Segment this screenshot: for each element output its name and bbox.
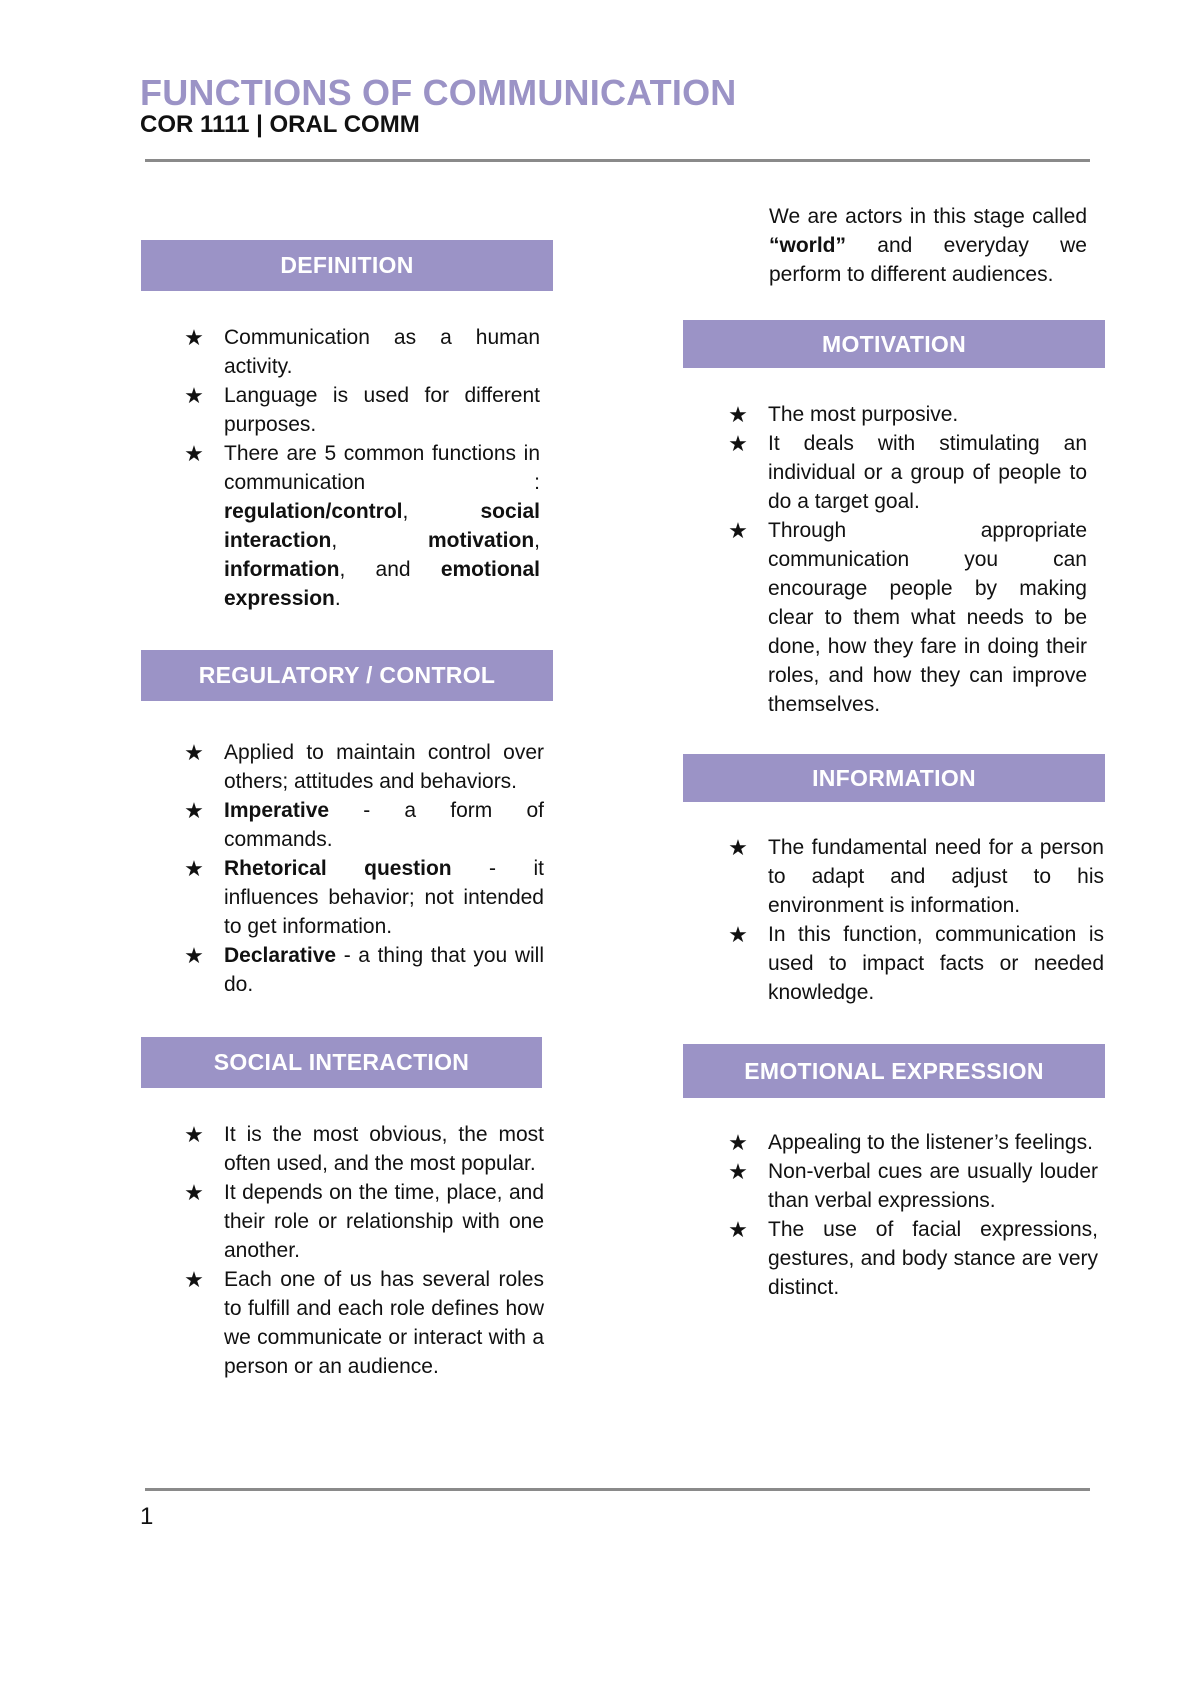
page-title: FUNCTIONS OF COMMUNICATION <box>140 72 737 113</box>
emotional-expression-list <box>724 1128 1098 1302</box>
section-heading-emotional-expression <box>683 1044 1105 1098</box>
list-item: ★ Rhetorical question - it influences behavior; not intended to get information. <box>180 854 544 941</box>
list-item: ★ In this function, communication is used to impact facts or needed knowledge. <box>724 920 1104 1007</box>
list-item: ★ Language is used for different purposes. <box>180 381 540 439</box>
star-icon: ★ <box>184 441 204 466</box>
list-item: ★ There are 5 common functions in communication : regulation/control, social interaction, motivation, information, and emotional expression. <box>180 439 540 613</box>
list-item: ★ It is the most obvious, the most often used, and the most popular. <box>180 1120 544 1178</box>
list-item: ★ Through appropriate communication you can encourage people by making clear to them what needs to be done, how they fare in doing their roles, and how they can improve themselves. <box>724 516 1087 719</box>
social-interaction-continued: We are actors in this stage called “world” and everyday we perform to different audiences. <box>769 205 1087 286</box>
star-icon: ★ <box>184 325 204 350</box>
list-item: ★ The fundamental need for a person to adapt and adjust to his environment is information. <box>724 833 1104 920</box>
section-heading-information <box>683 754 1105 802</box>
star-icon: ★ <box>184 1122 204 1147</box>
list-item: ★ It depends on the time, place, and their role or relationship with one another. <box>180 1178 544 1265</box>
course-subtitle: COR 1111 | ORAL COMM <box>140 111 420 138</box>
list-item: ★ Appealing to the listener’s feelings. <box>724 1128 1098 1157</box>
star-icon: ★ <box>728 835 748 860</box>
list-item: ★ Communication as a human activity. <box>180 323 540 381</box>
list-item: ★ Applied to maintain control over others; attitudes and behaviors. <box>180 738 544 796</box>
star-icon: ★ <box>184 856 204 881</box>
section-heading-label: DEFINITION <box>280 252 414 278</box>
header-divider <box>145 159 1090 162</box>
star-icon: ★ <box>184 1180 204 1205</box>
section-heading-label: EMOTIONAL EXPRESSION <box>744 1057 1044 1084</box>
section-heading-motivation <box>683 320 1105 368</box>
star-icon: ★ <box>184 943 204 968</box>
information-list <box>724 833 1104 1007</box>
section-heading-label: REGULATORY / CONTROL <box>198 662 496 688</box>
star-icon: ★ <box>728 431 748 456</box>
section-heading-regulatory <box>141 650 553 701</box>
star-icon: ★ <box>184 1267 204 1292</box>
list-item: ★ The use of facial expressions, gestures, and body stance are very distinct. <box>724 1215 1098 1302</box>
list-item: ★ Declarative - a thing that you will do. <box>180 941 544 999</box>
list-item: ★ Imperative - a form of commands. <box>180 796 544 854</box>
section-heading-label: INFORMATION <box>812 764 976 791</box>
regulatory-list <box>180 738 544 999</box>
list-item: ★ Non-verbal cues are usually louder than verbal expressions. <box>724 1157 1098 1215</box>
social-interaction-list <box>180 1120 544 1381</box>
motivation-list <box>724 400 1087 719</box>
star-icon: ★ <box>728 1130 748 1155</box>
star-icon: ★ <box>728 1159 748 1184</box>
list-item: ★ It deals with stimulating an individual or a group of people to do a target goal. <box>724 429 1087 516</box>
section-heading-social-interaction <box>141 1037 542 1088</box>
page-number: 1 <box>140 1503 154 1530</box>
star-icon: ★ <box>728 1217 748 1242</box>
star-icon: ★ <box>184 798 204 823</box>
footer-divider <box>145 1488 1090 1491</box>
list-item: ★ Each one of us has several roles to fulfill and each role defines how we communicate or interact with a person or an audience. <box>180 1265 544 1381</box>
section-heading-label: SOCIAL INTERACTION <box>213 1049 470 1075</box>
star-icon: ★ <box>184 383 204 408</box>
definition-list <box>180 323 540 613</box>
list-item: ★ The most purposive. <box>724 400 1087 429</box>
star-icon: ★ <box>728 518 748 543</box>
star-icon: ★ <box>728 922 748 947</box>
section-heading-label: MOTIVATION <box>822 330 966 357</box>
star-icon: ★ <box>728 402 748 427</box>
section-heading-definition <box>141 240 553 291</box>
star-icon: ★ <box>184 740 204 765</box>
